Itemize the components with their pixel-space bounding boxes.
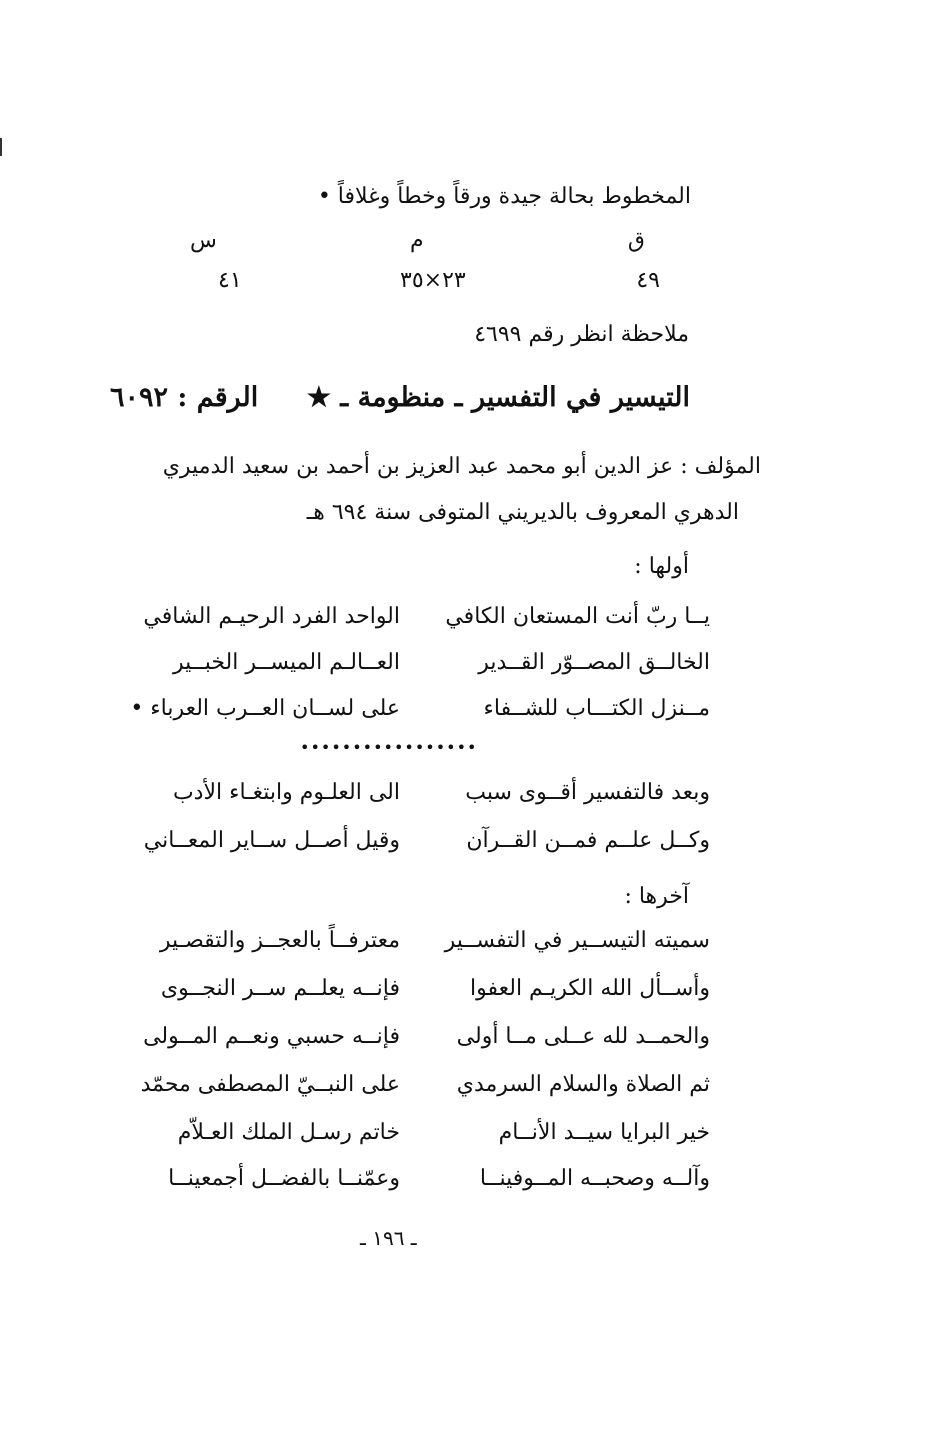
verse-row <box>110 696 710 730</box>
verse-row <box>110 1072 710 1106</box>
verse-row <box>110 976 710 1010</box>
stats-block <box>190 228 670 298</box>
beginning-label: أولها : <box>634 554 689 579</box>
verse-row <box>110 828 710 862</box>
stats-value-q: ٤٩ <box>636 268 660 293</box>
author-line-2: الدهري المعروف بالديريني المتوفى سنة ٦٩٤ هـ <box>306 500 739 525</box>
stats-label-q: ق <box>627 228 645 253</box>
verse-first-hemistich: الخالــق المصــوّر القــدير <box>478 650 710 675</box>
verse-row <box>110 928 710 962</box>
entry-number: الرقم : ٦٠٩٢ <box>110 382 259 413</box>
ending-label: آخرها : <box>624 884 689 909</box>
verse-second-hemistich: وقيل أصــل ســاير المعــاني <box>143 828 400 853</box>
author-line-1: المؤلف : عز الدين أبو محمد عبد العزيز بن أحمد بن سعيد الدميري <box>162 454 761 479</box>
verse-first-hemistich: وأســأل الله الكريـم العفوا <box>470 976 710 1001</box>
verse-first-hemistich: مــنزل الكتـــاب للشــفاء <box>483 696 710 721</box>
dotted-separator: ••••••••••••••••• <box>300 738 478 757</box>
verse-row <box>110 650 710 684</box>
stats-label-s: س <box>190 228 217 253</box>
verse-row <box>110 604 710 638</box>
verse-row <box>110 1024 710 1058</box>
verse-first-hemistich: وبعد فالتفسير أقــوى سبب <box>465 780 710 805</box>
verse-second-hemistich: الى العلـوم وابتغـاء الأدب <box>172 780 400 805</box>
verse-first-hemistich: ثم الصلاة والسلام السرمدي <box>456 1072 710 1097</box>
entry-heading <box>110 382 690 428</box>
verse-first-hemistich: خير البرايا سيــد الأنــام <box>498 1120 710 1145</box>
verse-second-hemistich: على لســان العــرب العرباء • <box>130 696 400 721</box>
condition-line: المخطوط بحالة جيدة ورقاً وخطاً وغلافاً • <box>317 184 691 209</box>
verse-first-hemistich: والحمــد لله عــلى مــا أولى <box>456 1024 710 1049</box>
verse-row <box>110 780 710 814</box>
verse-first-hemistich: وكــل علــم فمــن القــرآن <box>466 828 710 853</box>
stats-value-m: ٢٣×٣٥ <box>400 268 466 293</box>
scan-edge-mark <box>0 138 2 156</box>
verse-second-hemistich: وعمّنــا بالفضــل أجمعينــا <box>168 1166 400 1191</box>
verse-first-hemistich: يــا ربّ أنت المستعان الكافي <box>445 604 710 629</box>
verse-first-hemistich: وآلــه وصحبــه المــوفينــا <box>479 1166 710 1191</box>
verse-second-hemistich: فإنــه يعلــم ســر النجــوى <box>160 976 400 1001</box>
verse-second-hemistich: الواحد الفرد الرحيـم الشافي <box>143 604 400 629</box>
page-number: ـ ١٩٦ ـ <box>360 1226 417 1250</box>
verse-row <box>110 1166 710 1200</box>
verse-second-hemistich: خاتم رسـل الملك العـلاّم <box>177 1120 400 1145</box>
note-line: ملاحظة انظر رقم ٤٦٩٩ <box>474 322 689 347</box>
verse-second-hemistich: العــالـم الميســر الخبــير <box>173 650 400 675</box>
stats-label-m: م <box>410 228 424 253</box>
verse-row <box>110 1120 710 1154</box>
stats-value-s: ٤١ <box>218 268 242 293</box>
verse-second-hemistich: معترفــاً بالعجــز والتقصـير <box>159 928 400 953</box>
verse-first-hemistich: سميته التيســير في التفســير <box>444 928 710 953</box>
verse-second-hemistich: فإنــه حسبي ونعــم المــولى <box>143 1024 400 1049</box>
verse-second-hemistich: على النبــيّ المصطفى محمّد <box>140 1072 400 1097</box>
entry-title: التيسير في التفسير ـ منظومة ـ ★ <box>306 382 690 413</box>
